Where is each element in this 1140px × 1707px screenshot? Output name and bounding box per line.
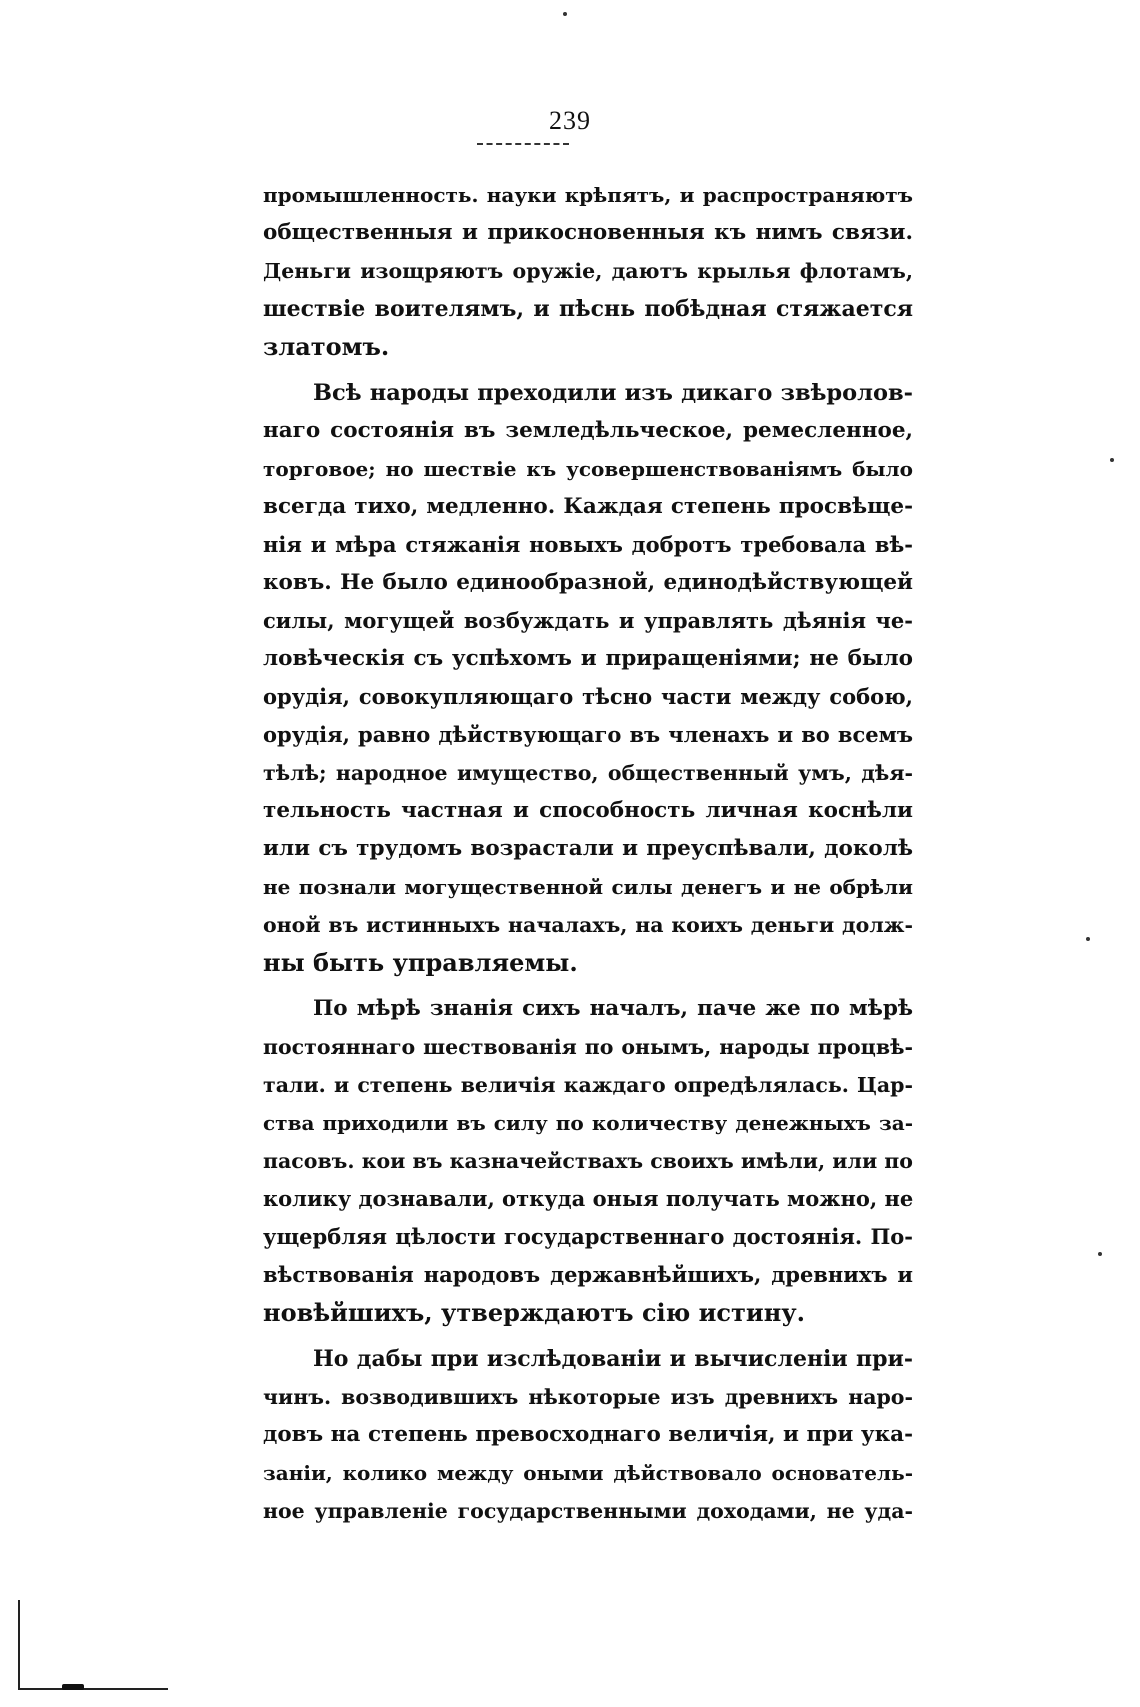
text-line: Деньги изощряютъ оружіе, даютъ крылья флотамъ, xyxy=(263,259,913,283)
text-line: златомъ. xyxy=(263,332,390,361)
text-line: довъ на степень превосходнаго величія, и при ука- xyxy=(263,1422,913,1447)
text-line: чинъ. возводившихъ нѣкоторые изъ древнихъ наро- xyxy=(263,1385,913,1409)
scan-blot xyxy=(62,1684,84,1690)
text-line: колику дознавали, откуда оныя получать можно, не xyxy=(263,1186,913,1211)
text-line: общественныя и прикосновенныя къ нимъ связи. xyxy=(263,220,913,245)
text-line: орудія, совокупляющаго тѣсно части между собою, xyxy=(263,684,913,709)
scan-speck xyxy=(563,12,567,16)
text-line: орудія, равно дѣйствующаго въ членахъ и во всемъ xyxy=(263,722,913,747)
text-line: тельность частная и способность личная коснѣли xyxy=(263,798,913,823)
text-line: Всѣ народы преходили изъ дикаго звѣролов- xyxy=(313,380,913,406)
text-line: ное управленіе государственными доходами, не уда- xyxy=(263,1499,913,1523)
text-line: постояннаго шествованія по онымъ, народы процвѣ- xyxy=(263,1035,913,1059)
scan-speck xyxy=(1110,458,1114,462)
text-line: оной въ истинныхъ началахъ, на коихъ деньги долж- xyxy=(263,913,913,937)
text-line: По мѣрѣ знанія сихъ началъ, паче же по мѣрѣ xyxy=(313,996,913,1021)
text-line: всегда тихо, медленно. Каждая степень просвѣще- xyxy=(263,494,913,519)
text-line: торговое; но шествіе къ усовершенствованіямъ было xyxy=(263,457,913,481)
text-line: или съ трудомъ возрастали и преуспѣвали, доколѣ xyxy=(263,836,913,861)
paragraph xyxy=(263,176,913,366)
scan-speck xyxy=(1086,937,1090,941)
text-line: пасовъ. кои въ казначействахъ своихъ имѣли, или по xyxy=(263,1149,913,1173)
page-number-rule xyxy=(477,143,569,145)
text-line: нія и мѣра стяжанія новыхъ добротъ требовала вѣ- xyxy=(263,532,913,557)
text-line: промышленность. науки крѣпятъ, и распространяютъ xyxy=(263,183,913,207)
text-line: новѣйшихъ, утверждаютъ сію истину. xyxy=(263,1298,806,1327)
text-line: заніи, колико между оными дѣйствовало основатель- xyxy=(263,1461,913,1485)
text-line: вѣствованія народовъ державнѣйшихъ, древнихъ и xyxy=(263,1262,913,1287)
text-line: ковъ. Не было единообразной, единодѣйствующей xyxy=(263,570,913,595)
text-line: ущербляя цѣлости государственнаго достоянія. По- xyxy=(263,1224,913,1249)
paragraph xyxy=(263,990,913,1332)
text-line: ства приходили въ силу по количеству денежныхъ за- xyxy=(263,1111,913,1135)
body-text xyxy=(263,176,913,1530)
text-line: тѣлѣ; народное имущество, общественный умъ, дѣя- xyxy=(263,761,913,785)
scan-margin-rule xyxy=(18,1600,20,1690)
text-line: силы, могущей возбуждать и управлять дѣянія че- xyxy=(263,608,913,633)
text-line: Но дабы при изслѣдованіи и вычисленіи при- xyxy=(313,1346,913,1372)
text-line: наго состоянія въ земледѣльческое, ремесленное, xyxy=(263,418,913,443)
page-number: 239 xyxy=(549,106,591,135)
paragraph xyxy=(263,1340,913,1530)
scan-margin-base xyxy=(18,1688,168,1690)
text-line: ны быть управляемы. xyxy=(263,948,578,977)
text-line: шествіе воителямъ, и пѣснь побѣдная стяжается xyxy=(263,296,913,322)
text-line: ловѣческія съ успѣхомъ и приращеніями; не было xyxy=(263,646,913,671)
text-line: не познали могущественной силы денегъ и не обрѣли xyxy=(263,875,913,899)
paragraph xyxy=(263,374,913,982)
text-line: тали. и степень величія каждаго опредѣлялась. Цар- xyxy=(263,1073,913,1097)
scan-speck xyxy=(1098,1252,1102,1256)
